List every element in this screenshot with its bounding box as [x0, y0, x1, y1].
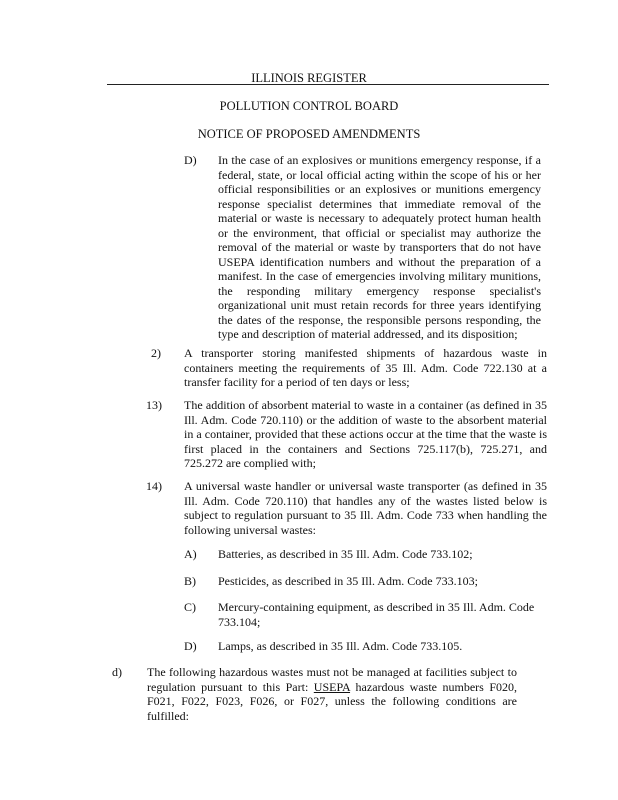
item-marker-14: 14) — [146, 479, 162, 493]
item-marker-C: C) — [184, 600, 196, 614]
item-text-D-lamps: Lamps, as described in 35 Ill. Adm. Code 733.105. — [218, 639, 463, 653]
register-title: ILLINOIS REGISTER — [251, 71, 367, 85]
board-title: POLLUTION CONTROL BOARD — [219, 99, 399, 113]
item-text-2: A transporter storing manifested shipments of hazardous waste in containers meeting the requirements of 35 Ill. Adm. Code 722.130 at a transfer facility for a period of ten days or less; — [184, 346, 547, 389]
item-text-B: Pesticides, as described in 35 Ill. Adm. Code 733.103; — [218, 574, 478, 588]
item-text-D-emergency: In the case of an explosives or munitions emergency response, if a federal, state, or local official acting within the scope of his or her official responsibilities or an explosives or munitions emergency response specialist determines that immediate removal of the material or waste is necessary to adequately protect human health or the environment, that official or specialist may authorize the removal of the material or waste by transporters that do not have USEPA identification numbers and without the preparation of a manifest. In the case of emergencies involving military munitions, the responding military emergency response specialist's organizational unit must retain records for three years identifying the dates of the response, the responsible persons responding, the type and description of material addressed, and its disposition; — [218, 153, 541, 341]
item-marker-2: 2) — [151, 346, 161, 360]
item-text-d-part2: hazardous waste numbers F020, F021, F022, F023, F026, or F027, unless the following conditions are fulfilled: — [147, 679, 517, 723]
item-marker-B: B) — [184, 574, 196, 588]
header-rule — [107, 84, 549, 85]
item-text-d-part1: The following hazardous wastes must not be managed at facilities subject to regulation pursuant to this Part: — [147, 665, 517, 694]
item-text-C: Mercury-containing equipment, as described in 35 Ill. Adm. Code 733.104; — [218, 600, 535, 629]
item-marker-d: d) — [112, 665, 122, 679]
item-marker-A: A) — [184, 547, 197, 561]
item-text-d — [147, 665, 517, 723]
item-text-13: The addition of absorbent material to waste in a container (as defined in 35 Ill. Adm. Code 720.110) or the addition of waste to the absorbent material in a container, provided that these actions occur at the time that the waste is first placed in the containers and Sections 725.117(b), 725.271, and 725.272 are complied with; — [184, 398, 547, 470]
notice-title: NOTICE OF PROPOSED AMENDMENTS — [197, 127, 421, 141]
item-marker-D-emergency: D) — [184, 153, 197, 167]
item-text-A: Batteries, as described in 35 Ill. Adm. Code 733.102; — [218, 547, 473, 561]
item-marker-13: 13) — [146, 398, 162, 412]
item-marker-D-lamps: D) — [184, 639, 197, 653]
item-text-d-underlined: USEPA — [313, 679, 351, 694]
item-text-14: A universal waste handler or universal waste transporter (as defined in 35 Ill. Adm. Code 720.110) that handles any of the wastes listed below is subject to regulation pursuant to 35 Ill. Adm. Code 733 when handling the following universal wastes: — [184, 479, 547, 537]
